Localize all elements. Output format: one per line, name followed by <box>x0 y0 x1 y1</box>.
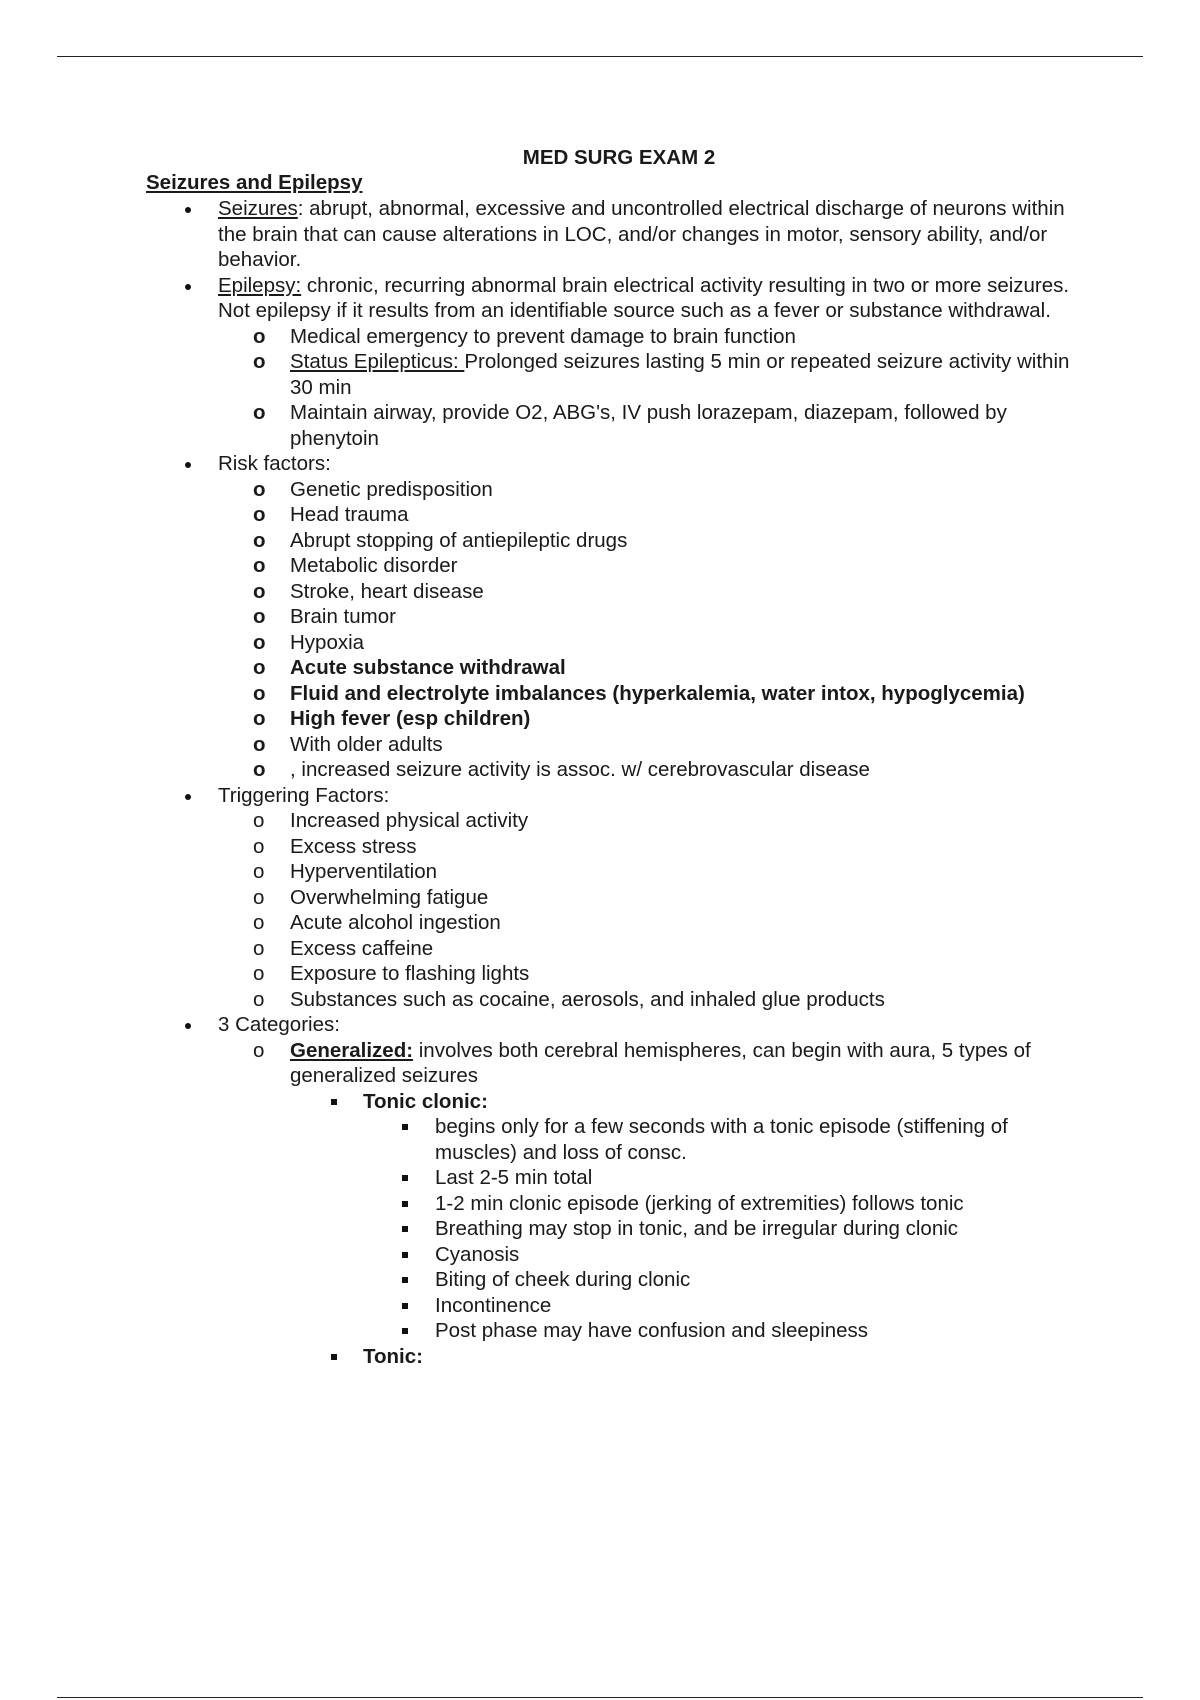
list-item <box>0 324 1080 350</box>
circle-bullet-icon: o <box>253 885 265 909</box>
circle-bullet-icon: o <box>253 707 266 730</box>
list-item-text: involves both cerebral hemispheres, can begin with aura, 5 types of generalized seizures <box>290 1038 1031 1087</box>
list-item-text: Excess caffeine <box>290 936 434 960</box>
list-item <box>0 808 1080 834</box>
list-item <box>0 528 1080 554</box>
list-item <box>0 477 1080 503</box>
definition-epilepsy: chronic, recurring abnormal brain electrical activity resulting in two or more seizures. Not epilepsy if it results from an identifiable source such as a fever or substance withdrawal. <box>218 273 1070 322</box>
list-item-text: Metabolic disorder <box>290 554 458 577</box>
document-title: MED SURG EXAM 2 <box>522 146 716 169</box>
list-item-text: Head trauma <box>290 503 409 526</box>
list-item-epilepsy <box>0 273 1078 324</box>
list-item-text: Cyanosis <box>435 1242 520 1266</box>
circle-bullet-icon: o <box>253 834 265 858</box>
list-item-seizures <box>0 196 1078 273</box>
list-item <box>0 1165 1085 1191</box>
list-item <box>0 706 1080 732</box>
list-item-text: Acute substance withdrawal <box>290 656 566 679</box>
list-item-text: With older adults <box>290 732 443 756</box>
bullet-icon <box>185 207 191 213</box>
list-item-text: Maintain airway, provide O2, ABG's, IV push lorazepam, diazepam, followed by phenytoin <box>290 401 1007 450</box>
list-item <box>0 1242 1085 1268</box>
footer-rule <box>57 1697 1143 1698</box>
circle-bullet-icon: o <box>253 350 266 373</box>
list-item <box>0 1267 1085 1293</box>
square-bullet-icon <box>402 1328 408 1334</box>
list-item <box>0 936 1080 962</box>
circle-bullet-icon: o <box>253 911 265 934</box>
list-item-text: Increased physical activity <box>290 809 529 832</box>
circle-bullet-icon: o <box>253 656 266 679</box>
list-item <box>0 859 1080 885</box>
term-seizures: Seizures <box>218 197 298 220</box>
bullet-icon <box>185 794 191 800</box>
list-item-label: Risk factors: <box>218 452 331 475</box>
circle-bullet-icon: o <box>253 681 266 705</box>
list-item-triggering-factors <box>0 783 1078 809</box>
square-bullet-icon <box>402 1277 408 1283</box>
square-bullet-icon <box>402 1252 408 1258</box>
list-item-tonic <box>0 1344 1083 1370</box>
circle-bullet-icon: o <box>253 860 265 883</box>
circle-bullet-icon: o <box>253 809 265 832</box>
list-item-text: Last 2-5 min total <box>435 1166 593 1189</box>
list-item-text: Stroke, heart disease <box>290 579 484 603</box>
list-item-tonic-clonic <box>0 1089 1083 1115</box>
list-item-text: Incontinence <box>435 1293 552 1317</box>
list-item <box>0 502 1080 528</box>
list-item <box>0 1114 1085 1165</box>
square-bullet-icon <box>402 1226 408 1232</box>
circle-bullet-icon: o <box>253 1038 265 1062</box>
circle-bullet-icon: o <box>253 605 266 628</box>
circle-bullet-icon: o <box>253 962 265 985</box>
list-item-risk-factors <box>0 451 1078 477</box>
list-item <box>0 579 1080 605</box>
circle-bullet-icon: o <box>253 401 266 424</box>
circle-bullet-icon: o <box>253 503 266 526</box>
list-item-text: High fever (esp children) <box>290 707 531 730</box>
term-epilepsy: Epilepsy: <box>218 273 302 297</box>
list-item <box>0 1293 1085 1319</box>
bullet-icon <box>185 284 191 290</box>
notes-list <box>0 196 1200 1369</box>
square-bullet-icon <box>402 1175 408 1181</box>
circle-bullet-icon: o <box>253 936 265 960</box>
section-heading: Seizures and Epilepsy <box>146 171 363 194</box>
square-bullet-icon <box>402 1201 408 1207</box>
list-item-label: 3 Categories: <box>218 1013 340 1036</box>
list-item-text: Prolonged seizures lasting 5 min or repeated seizure activity within 30 min <box>290 350 1070 399</box>
list-item <box>0 987 1080 1013</box>
square-bullet-icon <box>402 1303 408 1309</box>
list-item-text: 1-2 min clonic episode (jerking of extremities) follows tonic <box>435 1191 964 1215</box>
list-item-text: Medical emergency to prevent damage to brain function <box>290 324 796 348</box>
circle-bullet-icon: o <box>253 732 266 756</box>
list-item-categories <box>0 1012 1078 1038</box>
list-item-label: Tonic: <box>363 1344 423 1368</box>
list-item-text: Post phase may have confusion and sleepiness <box>435 1319 869 1342</box>
circle-bullet-icon: o <box>253 528 266 552</box>
list-item <box>0 757 1080 783</box>
list-item-text: Excess stress <box>290 834 417 858</box>
list-item-label: Tonic clonic: <box>363 1089 488 1113</box>
list-item-text: Fluid and electrolyte imbalances (hyperkalemia, water intox, hypoglycemia) <box>290 681 1025 705</box>
list-item-text: Hypoxia <box>290 630 365 654</box>
list-item-text: begins only for a few seconds with a tonic episode (stiffening of muscles) and loss of consc. <box>435 1115 1008 1164</box>
list-item-text: Substances such as cocaine, aerosols, and inhaled glue products <box>290 987 885 1011</box>
circle-bullet-icon: o <box>253 554 266 577</box>
list-item-text: Hyperventilation <box>290 860 437 883</box>
list-item <box>0 655 1080 681</box>
list-item <box>0 400 1080 451</box>
circle-bullet-icon: o <box>253 477 266 501</box>
list-item <box>0 630 1080 656</box>
circle-bullet-icon: o <box>253 579 266 603</box>
list-item <box>0 910 1080 936</box>
list-item <box>0 732 1080 758</box>
term-status-epilepticus: Status Epilepticus: <box>290 350 465 373</box>
list-item-label: Triggering Factors: <box>218 783 390 807</box>
list-item-generalized <box>0 1038 1080 1089</box>
list-item-text: Biting of cheek during clonic <box>435 1268 691 1291</box>
list-item-text: , increased seizure activity is assoc. w/ cerebrovascular disease <box>290 758 870 781</box>
circle-bullet-icon: o <box>253 324 266 348</box>
list-item <box>0 681 1190 707</box>
term-generalized: Generalized: <box>290 1038 414 1062</box>
list-item-text: Overwhelming fatigue <box>290 885 489 909</box>
circle-bullet-icon: o <box>253 987 265 1011</box>
list-item-text: Genetic predisposition <box>290 477 493 501</box>
list-item <box>0 553 1080 579</box>
bullet-icon <box>185 462 191 468</box>
list-item <box>0 1318 1085 1344</box>
square-bullet-icon <box>331 1099 337 1105</box>
list-item <box>0 834 1080 860</box>
circle-bullet-icon: o <box>253 758 266 781</box>
circle-bullet-icon: o <box>253 630 266 654</box>
square-bullet-icon <box>402 1124 408 1130</box>
list-item <box>0 1216 1085 1242</box>
square-bullet-icon <box>331 1354 337 1360</box>
list-item <box>0 961 1080 987</box>
list-item-text: Brain tumor <box>290 605 396 628</box>
header-rule <box>57 56 1143 57</box>
list-item <box>0 1191 1085 1217</box>
definition-seizures: : abrupt, abnormal, excessive and uncontrolled electrical discharge of neurons within the brain that can cause alterations in LOC, and/or changes in motor, sensory ability, and/or behavior. <box>218 197 1065 271</box>
list-item-text: Breathing may stop in tonic, and be irregular during clonic <box>435 1217 959 1240</box>
list-item <box>0 604 1080 630</box>
list-item <box>0 349 1080 400</box>
list-item-text: Acute alcohol ingestion <box>290 911 501 934</box>
list-item-text: Exposure to flashing lights <box>290 962 530 985</box>
bullet-icon <box>185 1023 191 1029</box>
list-item <box>0 885 1080 911</box>
list-item-text: Abrupt stopping of antiepileptic drugs <box>290 528 628 552</box>
